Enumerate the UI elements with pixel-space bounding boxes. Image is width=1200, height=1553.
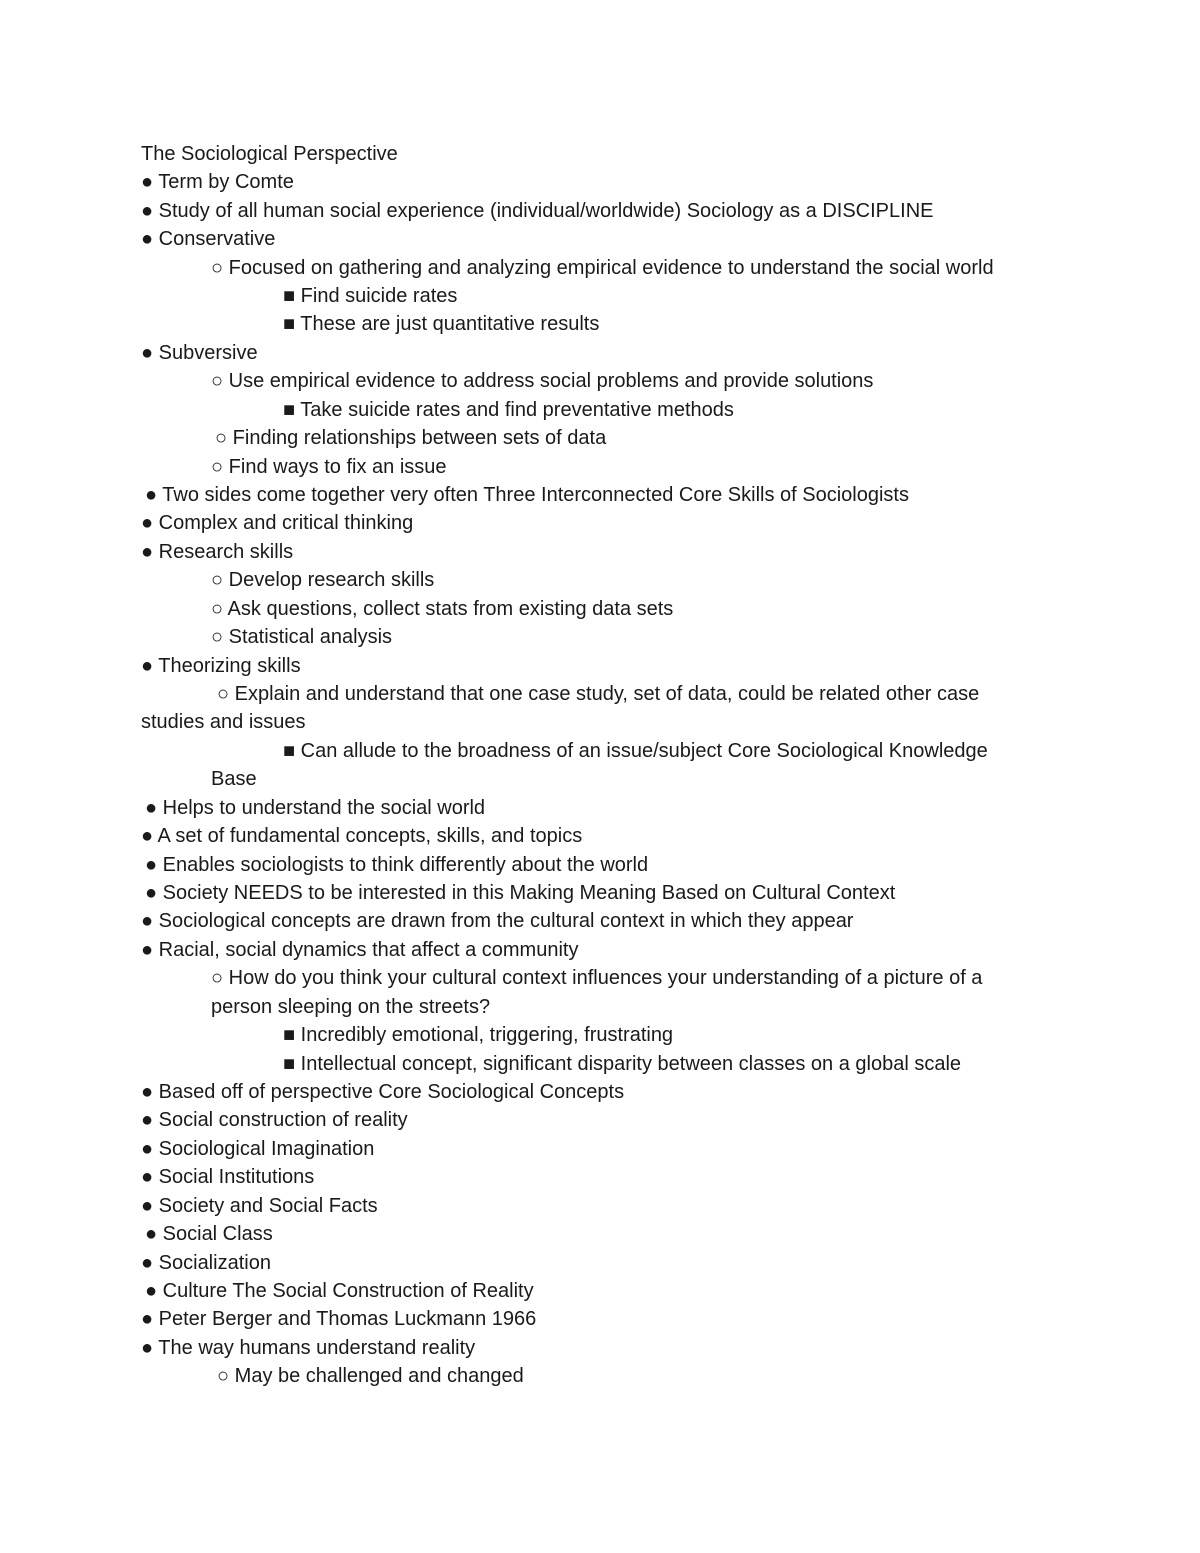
line-text: Find ways to fix an issue xyxy=(228,456,447,478)
bullet-marker: ○ xyxy=(211,967,224,989)
line-text: Can allude to the broadness of an issue/subject Core Sociological Knowledge xyxy=(300,740,988,762)
note-line xyxy=(141,1137,374,1161)
bullet-marker: ● xyxy=(145,484,158,506)
note-line xyxy=(283,1052,961,1076)
line-text: Statistical analysis xyxy=(228,626,393,648)
bullet-marker: ○ xyxy=(211,598,224,620)
line-text: Research skills xyxy=(158,541,294,563)
line-text: Based off of perspective Core Sociological Concepts xyxy=(158,1081,625,1103)
line-text: Conservative xyxy=(158,228,276,250)
note-line xyxy=(211,568,434,592)
note-line xyxy=(141,654,301,678)
note-line xyxy=(211,256,994,280)
line-text: Incredibly emotional, triggering, frustrating xyxy=(300,1024,674,1046)
bullet-marker: ■ xyxy=(283,399,296,421)
note-line xyxy=(145,483,909,507)
bullet-marker: ● xyxy=(141,1109,154,1131)
bullet-marker: ● xyxy=(145,882,158,904)
line-text: Develop research skills xyxy=(228,569,435,591)
note-line xyxy=(211,625,392,649)
bullet-marker: ● xyxy=(141,825,154,847)
line-text: Intellectual concept, significant disparity between classes on a global scale xyxy=(300,1053,962,1075)
note-line xyxy=(141,938,578,962)
bullet-marker: ● xyxy=(141,1337,154,1359)
bullet-marker: ○ xyxy=(211,569,224,591)
bullet-marker: ○ xyxy=(217,1365,230,1387)
bullet-marker: ● xyxy=(141,910,154,932)
bullet-marker: ■ xyxy=(283,285,296,307)
line-text: Society and Social Facts xyxy=(158,1195,378,1217)
note-line xyxy=(141,511,413,535)
line-text: Find suicide rates xyxy=(300,285,458,307)
bullet-marker: ● xyxy=(141,541,154,563)
line-text: Helps to understand the social world xyxy=(162,797,486,819)
line-text: The way humans understand reality xyxy=(158,1337,476,1359)
bullet-marker: ○ xyxy=(211,257,224,279)
line-text: Explain and understand that one case study, set of data, could be related other case xyxy=(234,683,980,705)
note-line xyxy=(141,540,293,564)
line-text: Culture The Social Construction of Reality xyxy=(162,1280,534,1302)
line-text: Theorizing skills xyxy=(158,655,301,677)
bullet-marker: ■ xyxy=(283,313,296,335)
line-text: Ask questions, collect stats from existing data sets xyxy=(227,598,674,620)
note-line xyxy=(211,455,447,479)
note-line xyxy=(211,767,257,791)
note-line xyxy=(141,341,258,365)
line-text: Subversive xyxy=(158,342,258,364)
line-text: person sleeping on the streets? xyxy=(211,996,491,1018)
note-line xyxy=(211,369,873,393)
bullet-marker: ● xyxy=(145,854,158,876)
bullet-marker: ○ xyxy=(211,370,224,392)
bullet-marker: ● xyxy=(141,1138,154,1160)
note-line xyxy=(145,796,485,820)
note-line xyxy=(145,881,895,905)
bullet-marker: ○ xyxy=(211,456,224,478)
bullet-marker: ● xyxy=(141,1308,154,1330)
bullet-marker: ○ xyxy=(217,683,230,705)
line-text: Focused on gathering and analyzing empirical evidence to understand the social world xyxy=(228,257,994,279)
line-text: These are just quantitative results xyxy=(300,313,600,335)
note-line xyxy=(217,1364,524,1388)
line-text: Social construction of reality xyxy=(158,1109,408,1131)
bullet-marker: ● xyxy=(141,655,154,677)
note-line xyxy=(141,710,306,734)
note-line xyxy=(215,426,606,450)
line-text: Study of all human social experience (individual/worldwide) Sociology as a DISCIPLINE xyxy=(158,200,934,222)
bullet-marker: ● xyxy=(145,1280,158,1302)
line-text: Social Class xyxy=(162,1223,273,1245)
bullet-marker: ○ xyxy=(211,626,224,648)
line-text: Socialization xyxy=(158,1252,271,1274)
line-text: May be challenged and changed xyxy=(234,1365,524,1387)
note-line xyxy=(211,966,982,990)
note-line xyxy=(141,1194,378,1218)
bullet-marker: ○ xyxy=(215,427,228,449)
line-text: Racial, social dynamics that affect a community xyxy=(158,939,579,961)
note-line xyxy=(283,284,457,308)
bullet-marker: ● xyxy=(141,228,154,250)
note-line xyxy=(141,1251,271,1275)
line-text: A set of fundamental concepts, skills, and topics xyxy=(157,825,583,847)
note-line xyxy=(283,398,734,422)
bullet-marker: ● xyxy=(145,1223,158,1245)
note-line xyxy=(141,1307,536,1331)
bullet-marker: ● xyxy=(145,797,158,819)
bullet-marker: ● xyxy=(141,1166,154,1188)
line-text: Society NEEDS to be interested in this Making Meaning Based on Cultural Context xyxy=(162,882,896,904)
line-text: Two sides come together very often Three Interconnected Core Skills of Sociologists xyxy=(162,484,909,506)
note-line xyxy=(141,199,933,223)
line-text: studies and issues xyxy=(141,711,306,733)
line-text: Enables sociologists to think differently about the world xyxy=(162,854,649,876)
note-line xyxy=(283,312,599,336)
bullet-marker: ● xyxy=(141,1081,154,1103)
bullet-marker: ● xyxy=(141,1252,154,1274)
line-text: Peter Berger and Thomas Luckmann 1966 xyxy=(158,1308,537,1330)
bullet-marker: ● xyxy=(141,939,154,961)
bullet-marker: ● xyxy=(141,342,154,364)
bullet-marker: ■ xyxy=(283,1053,296,1075)
line-text: How do you think your cultural context influences your understanding of a picture of a xyxy=(228,967,983,989)
bullet-marker: ● xyxy=(141,200,154,222)
bullet-marker: ■ xyxy=(283,1024,296,1046)
note-line xyxy=(141,909,853,933)
note-line xyxy=(141,1080,624,1104)
note-line xyxy=(145,853,648,877)
note-line xyxy=(217,682,979,706)
line-text: Social Institutions xyxy=(158,1166,315,1188)
line-text: Term by Comte xyxy=(158,171,294,193)
line-text: Sociological Imagination xyxy=(158,1138,375,1160)
bullet-marker: ● xyxy=(141,1195,154,1217)
bullet-marker: ■ xyxy=(283,740,296,762)
note-line xyxy=(141,824,582,848)
bullet-marker: ● xyxy=(141,171,154,193)
note-line xyxy=(211,597,673,621)
note-line xyxy=(145,1222,273,1246)
line-text: Finding relationships between sets of data xyxy=(232,427,607,449)
note-line xyxy=(141,227,275,251)
line-text: Take suicide rates and find preventative methods xyxy=(300,399,734,421)
line-text: Complex and critical thinking xyxy=(158,512,414,534)
note-line xyxy=(141,1165,314,1189)
note-line xyxy=(283,739,988,763)
bullet-marker: ● xyxy=(141,512,154,534)
note-line xyxy=(283,1023,673,1047)
note-line xyxy=(141,1108,408,1132)
note-line xyxy=(141,1336,475,1360)
note-line xyxy=(145,1279,534,1303)
document-title: The Sociological Perspective xyxy=(141,143,398,165)
line-text: Sociological concepts are drawn from the cultural context in which they appear xyxy=(158,910,854,932)
note-line xyxy=(141,170,294,194)
note-line xyxy=(211,995,490,1019)
line-text: Base xyxy=(211,768,257,790)
line-text: Use empirical evidence to address social problems and provide solutions xyxy=(228,370,874,392)
